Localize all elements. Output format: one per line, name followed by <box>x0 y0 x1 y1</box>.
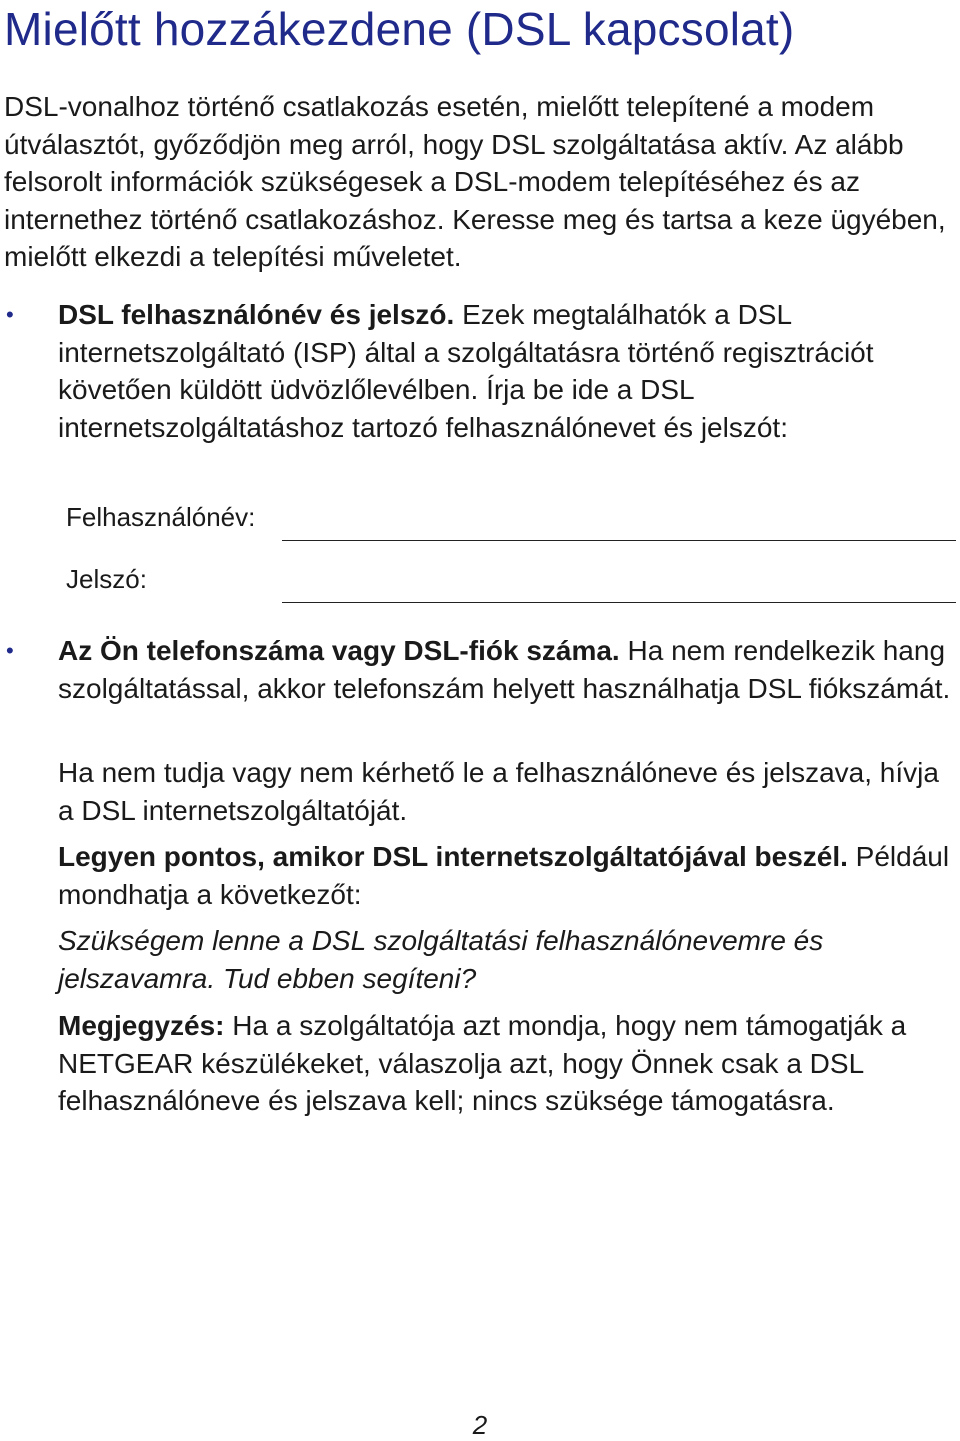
username-label: Felhasználónév: <box>66 502 256 532</box>
note-body: Ha a szolgáltatója azt mondja, hogy nem támogatják a NETGEAR készülékeket, válaszolja azt, hogy Önnek csak a DSL felhasználóneve és jelszava kell; nincs szüksége támogatásra. <box>58 1010 907 1116</box>
password-label: Jelszó: <box>66 564 147 594</box>
paragraph-heading: Legyen pontos, amikor DSL internetszolgáltatójával beszél. <box>58 841 848 872</box>
bullet-body: Ezek megtalálhatók a DSL internetszolgáltató (ISP) által a szolgáltatásra történő regisztrációt követően küldött üdvözlőlevélben. Írja be ide a DSL internetszolgáltatáshoz tartozó felhasználónevet és jelszót: <box>58 299 874 443</box>
username-field[interactable] <box>282 540 956 541</box>
bullet-body: Ha nem rendelkezik hang szolgáltatással, akkor telefonszám helyett használhatja DSL fiókszámát. <box>58 635 951 704</box>
password-field[interactable] <box>282 602 956 603</box>
paragraph-body: Például mondhatja a következőt: <box>58 841 950 910</box>
bullet-dsl-credentials <box>58 296 953 446</box>
bullet-marker: • <box>6 302 14 327</box>
bullet-phone-account <box>58 632 953 707</box>
intro-paragraph: DSL-vonalhoz történő csatlakozás esetén, mielőtt telepítené a modem útválasztót, győződjön meg arról, hogy DSL szolgáltatása aktív. Az alább felsorolt információk szükségesek a DSL-modem telepítéséhez és az internethez történő csatlakozáshoz. Keresse meg és tartsa a keze ügyében, mielőtt elkezdi a telepítési műveletet. <box>4 91 946 272</box>
bullet-heading: Az Ön telefonszáma vagy DSL-fiók száma. <box>58 635 620 666</box>
bullet-marker: • <box>6 638 14 663</box>
paragraph-note <box>58 1007 953 1120</box>
page-title: Mielőtt hozzákezdene (DSL kapcsolat) <box>4 3 795 55</box>
page-number: 2 <box>472 1410 488 1440</box>
paragraph-example-quote: Szükségem lenne a DSL szolgáltatási felhasználónevemre és jelszavamra. Tud ebben segíteni? <box>58 925 824 994</box>
bullet-heading: DSL felhasználónév és jelszó. <box>58 299 455 330</box>
paragraph-unknown-credentials: Ha nem tudja vagy nem kérhető le a felhasználóneve és jelszava, hívja a DSL internetszolgáltatóját. <box>58 757 939 826</box>
note-label: Megjegyzés: <box>58 1010 225 1041</box>
paragraph-be-precise <box>58 838 953 913</box>
